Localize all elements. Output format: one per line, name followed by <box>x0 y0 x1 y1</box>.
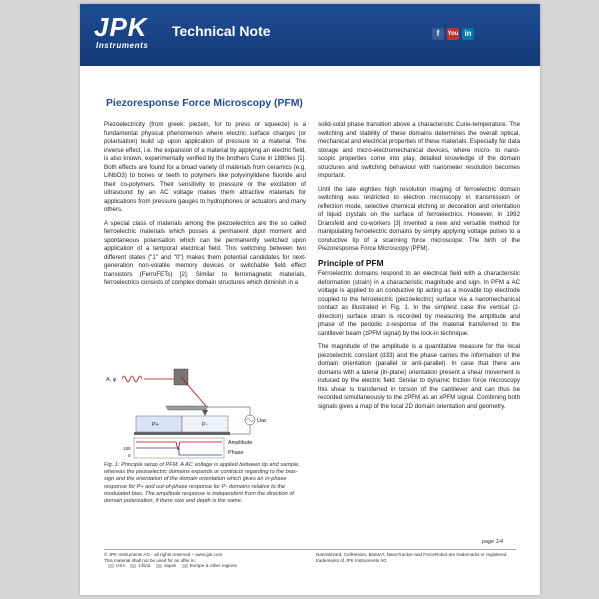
plot-label-amplitude: Amplitude <box>228 440 253 446</box>
flag-europe-icon <box>182 564 188 568</box>
paragraph: solid-solid phase transition above a characteristic Curie-temperature. The switching and stability of these domains determines the overall optical, mechanical and electrical properties of these materials. Especially for data storage and micro-electromechanical devices, where micro- to nano-scopic properties come into play, detailed knowledge of the domain structures and switching behaviour with nanometer resolution becomes important. <box>318 121 520 179</box>
figure-label-amplitude-phase: A, φ <box>106 377 117 383</box>
domain-label-pminus: P- <box>202 422 208 428</box>
header-title: Technical Note <box>172 23 271 39</box>
trademark-notice: NanoWizard, CellHesion, BioMAT, NanoTracker and ForceRobot are trademarks or registered trademarks of JPK Instruments AG <box>316 552 507 563</box>
domain-label-pplus: P+ <box>152 422 159 428</box>
tip <box>202 410 208 416</box>
header-bar <box>80 4 540 66</box>
document-page <box>80 4 540 595</box>
paragraph: A special class of materials among the piezoelectrics are the so called ferroelectric materials which posses a permanent dipol moment and spontaneous polarisation which can be permanently switched upon application of a temporal electrical field. This switching between two different states ("1" and "0") makes them potential candidates for next-generation non-volatile memory devices or switchable field effect transistors (FerroFETs) [2]. Similar to ferromagnetic materials, ferroelectrics consists of complex domain structures which diminish in a <box>104 219 306 286</box>
flag-japan-icon <box>156 564 162 568</box>
facebook-icon[interactable]: f <box>432 28 444 40</box>
tick-0: 0 <box>128 453 131 458</box>
document-title: Piezoresponse Force Microscopy (PFM) <box>106 98 303 109</box>
left-column <box>104 121 306 293</box>
page-number: page 1/4 <box>482 539 503 545</box>
laser-wave <box>122 376 142 382</box>
region-japan: Japan <box>163 563 177 569</box>
jpk-logo: JPK <box>94 12 148 42</box>
paragraph: The magnitude of the amplitude is a quantitative measure for the local piezoelectric constant (d33) and the phase carries the information of the domain orientation (parallel or anti-parallel). In case that there are domains with a lateral (in-plane) orientation present a shear movement is induced by the electric field. Similar to dynamic friction force microscopy this shear is transferred in torsion of the cantilever and can thus be recorded simultaneously to the zPFM as an xPFM signal. Combining both signals gives a map of the local 2D domain orientation and geometry. <box>318 343 520 410</box>
right-column <box>318 121 520 416</box>
cantilever <box>166 406 208 410</box>
region-list <box>104 563 314 569</box>
youtube-icon[interactable]: You <box>447 28 459 40</box>
flag-china-icon <box>130 564 136 568</box>
sample-domain-plus <box>136 416 182 432</box>
region-europe: Europe & other regions <box>189 563 237 569</box>
region-usa: USA <box>116 563 126 569</box>
pfm-setup-figure <box>104 364 306 459</box>
flag-usa-icon <box>108 564 114 568</box>
plot-label-phase: Phase <box>228 450 244 456</box>
paragraph: Piezoelectricity (from greek: piezein, for to press or squeeze) is a fundamental physical phenomenon where electric surface charges (or polarisation) build up upon application of pressure to a material. The inverse effect, i.e. the expansion of a material by applying an electric field, is also known, experimentally verified by the brothers Curie in 1880ies [1]. Both effects are found for a broad variety of materials from ceramics (e.g. LiNbO3) to bones or teeth to polymers like polyvinylidene fluoride and their co-polymers. Their sensitivity to pressure or the excitation of ultrasound by an AC voltage makes them attractive materials for applications from pressure gauges to hydrophones or actuators and many others. <box>104 121 306 213</box>
tick-180: 180 <box>123 446 131 451</box>
footer-divider <box>104 549 516 550</box>
laser-beam-in <box>181 377 206 406</box>
linkedin-icon[interactable]: in <box>462 28 474 40</box>
voltage-label: Uac <box>257 418 267 424</box>
bottom-electrode <box>134 432 230 435</box>
paragraph: Ferroelectric domains respond to an electrical field with a characteristic deformation (strain) in a characteristic magnitude and sign. In PFM a AC voltage is applied to an conductive tip acting as a movable top electrode coupled to the ferroelectric (piezoelectric) surface via a nanomechanical contact as illustrated in Fig. 1. In the simplest case the vertical (z-direction) surface strain is recorded by measuring the amplitude and phase of the periodic z-response of the material transferred to the cantilever beam (zPFM signal) by the lock-in technique. <box>318 270 520 337</box>
footer-left <box>104 552 314 569</box>
region-china: China <box>138 563 151 569</box>
paragraph: Until the late eighties high resolution imaging of ferroelectric domain switching was restricted to electron microscopy in transmission or reflection mode, selective chemical etching or decoration and orientation of liquid crystals on the surface of ferroelectrics. However, in 1992 Dransfeld and co-workers [3] invented a new and versatile method for manipulating ferroelectric domains by simply applying voltage pulses to a conductive tip of a scanning force microscope: The birth of the Piezoresponse Force Microscopy (PFM). <box>318 185 520 252</box>
offer-line: This material shall not be used for an offer in: <box>104 557 196 563</box>
figure-caption: Fig. 1: Principle setup of PFM. A AC voltage is applied between tip and sample, whereas the piezoelectric domains expands or contracts regarding to the bias-sign and the orientation of the domain orientation which gives an in-phase response for P+ and out-of-phase response for P- domains relative to the modulated bias. The amplitude response is independent from the direction of domain polarization, if there size and depth is the same. <box>104 462 300 505</box>
jpk-logo-subtitle: Instruments <box>96 41 149 50</box>
copyright-line: © JPK Instruments AG - all rights reserved – www.jpk.com <box>104 552 223 557</box>
section-heading: Principle of PFM <box>318 257 384 268</box>
